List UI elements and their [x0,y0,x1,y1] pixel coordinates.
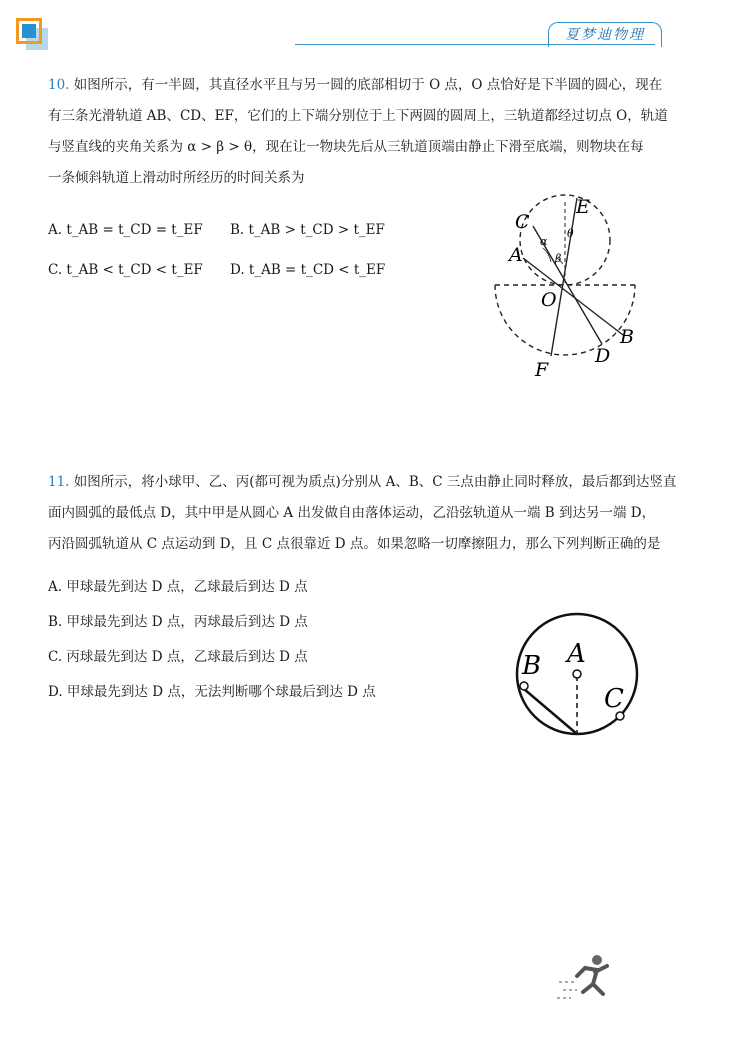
label-d: D [595,345,611,367]
q11-number: 11. [48,474,70,490]
q10-option-d: D. t_AB = t_CD < t_EF [230,262,386,278]
q11-line-1: 11. 如图所示，将小球甲、乙、丙(都可视为质点)分别从 A、B、C 三点由静止同时释放，最后都到达竖直 [48,474,677,490]
question-11 [48,467,698,560]
label-theta: θ [567,227,574,240]
logo-icon [16,18,42,44]
q11-option-b: B. 甲球最先到达 D 点，丙球最后到达 D 点 [48,614,308,630]
q11-line-3: 丙沿圆弧轨道从 C 点运动到 D，且 C 点很靠近 D 点。如果忽略一切摩擦阻力，那么下列判断正确的是 [48,536,661,552]
ball-a [573,670,581,678]
q10-line-4: 一条倾斜轨道上滑动时所经历的时间关系为 [48,170,305,186]
q11-option-d: D. 甲球最先到达 D 点，无法判断哪个球最后到达 D 点 [48,684,376,700]
label-o: O [541,289,557,311]
label-f: F [535,359,549,381]
label-a: A [509,244,523,266]
track-ef [551,198,577,356]
ball-b [520,682,528,690]
q10-option-c: C. t_AB < t_CD < t_EF [48,262,203,278]
q11-figure [510,610,645,745]
question-10 [48,70,698,194]
q11-line-2: 面内圆弧的最低点 D，其中甲是从圆心 A 出发做自由落体运动，乙沿弦轨道从一端 B 到达另一端 D， [48,505,656,521]
track-ab [523,258,623,335]
label-c: C [515,211,530,233]
label-beta: β [555,252,562,265]
q10-option-b: B. t_AB > t_CD > t_EF [230,222,385,238]
runner-mascot-icon [555,952,615,1007]
q10-figure [485,190,645,385]
q11-option-c: C. 丙球最先到达 D 点，乙球最后到达 D 点 [48,649,308,665]
label-a: A [567,639,586,669]
header-tag: 夏梦迪物理 [548,22,662,47]
q10-number: 10. [48,77,70,93]
label-c: C [604,684,624,714]
q11-options [48,570,376,710]
q11-option-a: A. 甲球最先到达 D 点，乙球最后到达 D 点 [48,579,308,595]
q10-option-a: A. t_AB = t_CD = t_EF [48,222,203,238]
q10-line-2: 有三条光滑轨道 AB、CD、EF，它们的上下端分别位于上下两圆的圆周上，三轨道都经过切点 O，轨道 [48,108,668,124]
q10-line-1: 10. 如图所示，有一半圆，其直径水平且与另一圆的底部相切于 O 点，O 点恰好是下半圆的圆心，现在 [48,77,663,93]
lower-semicircle [495,285,635,355]
label-alpha: α [540,235,548,248]
label-e: E [576,196,590,218]
q10-line-3: 与竖直线的夹角关系为 α > β > θ，现在让一物块先后从三轨道顶端由静止下滑至底端，则物块在每 [48,139,644,155]
label-b: B [522,651,542,681]
label-b: B [620,326,634,348]
